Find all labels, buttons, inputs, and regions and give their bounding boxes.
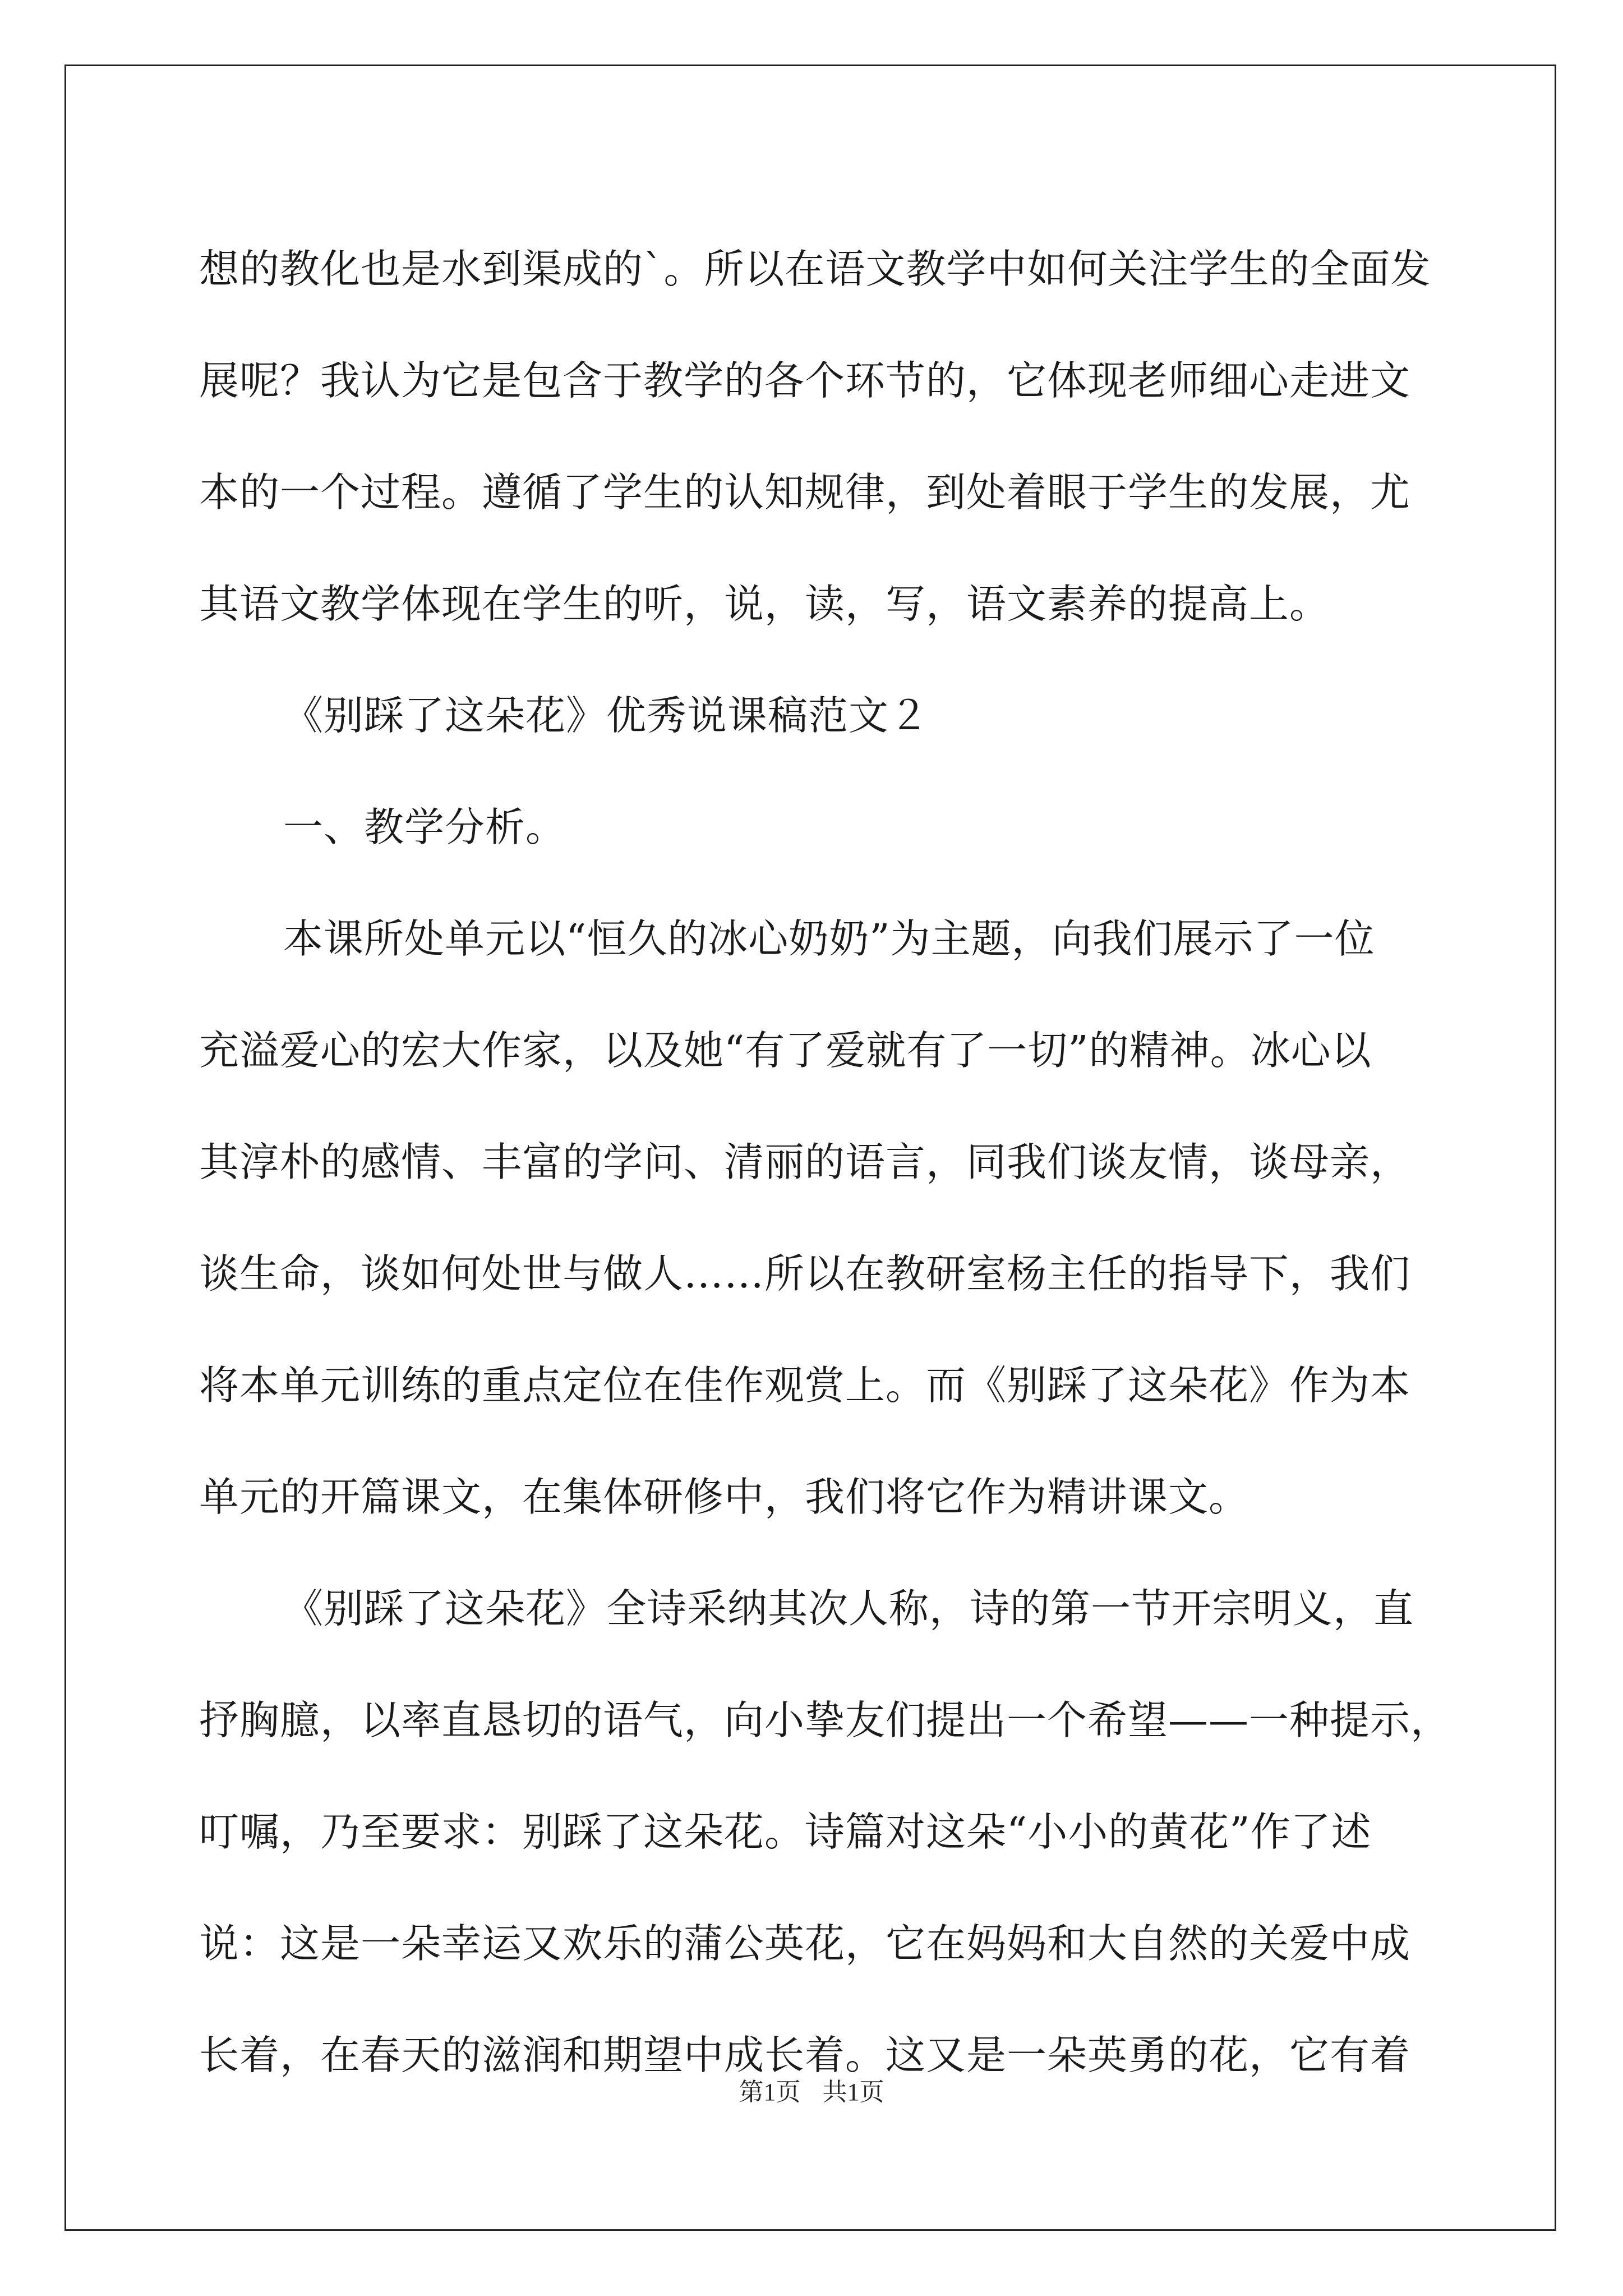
page-number: 第1页 — [739, 2078, 801, 2106]
text-line: 单元的开篇课文，在集体研修中，我们将它作为精讲课文。 — [199, 1474, 1249, 1520]
text-line: 说：这是一朵幸运又欢乐的蒲公英花，它在妈妈和大自然的关爱中成 — [199, 1920, 1411, 1967]
text-line: 展呢？我认为它是包含于教学的各个环节的，它体现老师细心走进文 — [199, 357, 1411, 404]
text-line: 本的一个过程。遵循了学生的认知规律，到处着眼于学生的发展，尤 — [199, 469, 1411, 516]
text-line: 谈生命，谈如何处世与做人……所以在教研室杨主任的指导下，我们 — [199, 1250, 1411, 1297]
page-footer — [0, 2076, 1623, 2109]
text-line: 《别踩了这朵花》全诗采纳其次人称，诗的第一节开宗明义，直 — [283, 1585, 1414, 1632]
text-line: 抒胸臆，以率直恳切的语气，向小挚友们提出一个希望——一种提示， — [199, 1697, 1451, 1743]
text-line: 长着，在春天的滋润和期望中成长着。这又是一朵英勇的花，它有着 — [199, 2032, 1411, 2078]
section-heading: 一、教学分析。 — [283, 804, 566, 850]
text-line: 本课所处单元以“恒久的冰心奶奶”为主题，向我们展示了一位 — [283, 915, 1375, 962]
text-line: 其淳朴的感情、丰富的学问、清丽的语言，同我们谈友情，谈母亲， — [199, 1139, 1411, 1185]
page-total: 共1页 — [822, 2078, 884, 2106]
section-title: 《别踩了这朵花》优秀说课稿范文２ — [283, 692, 930, 739]
text-line: 其语文教学体现在学生的听，说，读，写，语文素养的提高上。 — [199, 581, 1330, 627]
text-line: 想的教化也是水到渠成的`。所以在语文教学中如何关注学生的全面发 — [199, 246, 1431, 292]
text-line: 叮嘱，乃至要求：别踩了这朵花。诗篇对这朵“小小的黄花”作了述 — [199, 1809, 1372, 1855]
text-line: 充溢爱心的宏大作家，以及她“有了爱就有了一切”的精神。冰心以 — [199, 1027, 1372, 1074]
text-line: 将本单元训练的重点定位在佳作观赏上。而《别踩了这朵花》作为本 — [199, 1362, 1411, 1409]
document-body — [199, 213, 1451, 2111]
